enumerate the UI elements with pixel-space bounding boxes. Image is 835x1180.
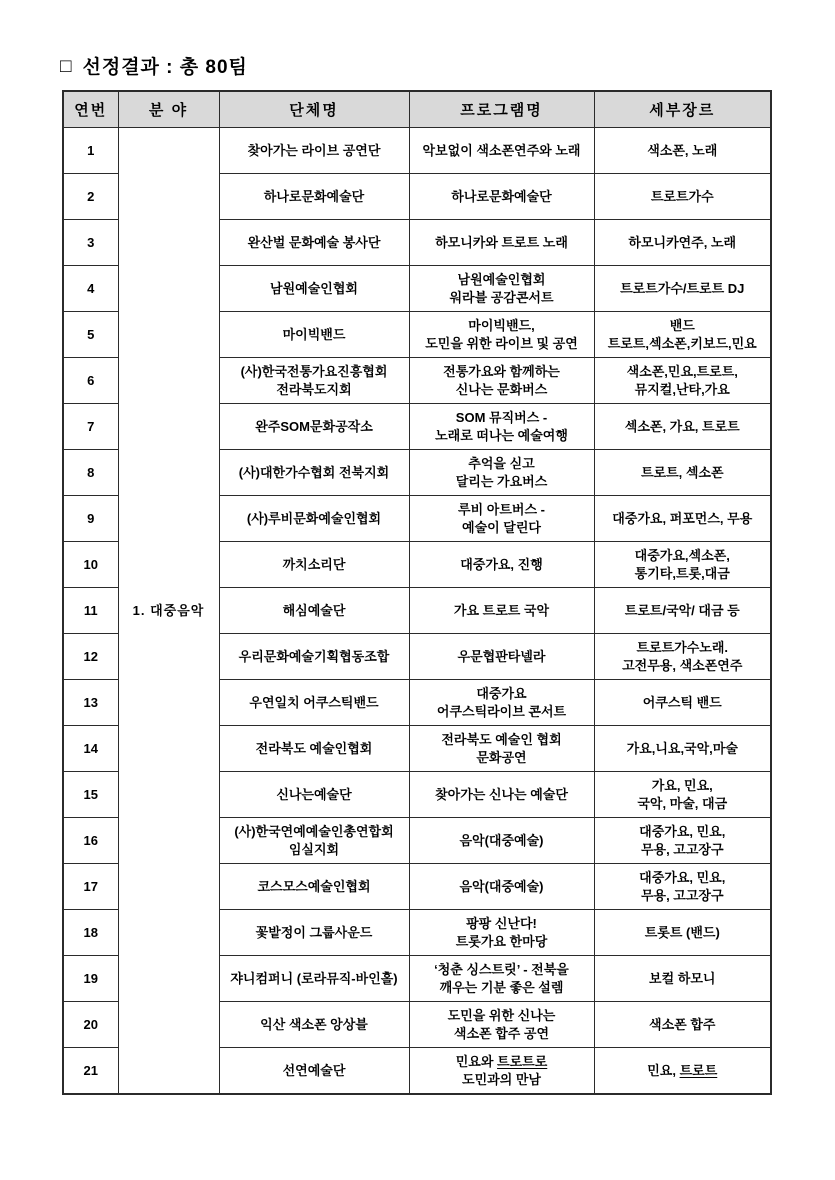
program-name-cell: 악보없이 색소폰연주와 노래 (409, 128, 594, 174)
org-name-cell: 완주SOM문화공작소 (219, 404, 409, 450)
page-title (60, 52, 248, 79)
program-name-cell: 전라북도 예술인 협회 문화공연 (409, 726, 594, 772)
row-number-cell: 14 (63, 726, 118, 772)
genre-cell: 색소폰,민요,트로트, 뮤지컬,난타,가요 (594, 358, 771, 404)
row-number-cell: 7 (63, 404, 118, 450)
row-number-cell: 5 (63, 312, 118, 358)
genre-cell: 민요, 트로트 (594, 1048, 771, 1095)
header-row (63, 91, 771, 128)
org-name-cell: (사)한국전통가요진흥협회 전라북도지회 (219, 358, 409, 404)
row-number-cell: 1 (63, 128, 118, 174)
row-number-cell: 13 (63, 680, 118, 726)
genre-cell: 가요, 민요, 국악, 마술, 대금 (594, 772, 771, 818)
org-name-cell: 해심예술단 (219, 588, 409, 634)
genre-cell: 대중가요,섹소폰, 통기타,트롯,대금 (594, 542, 771, 588)
genre-cell: 트로트가수노래. 고전무용, 색소폰연주 (594, 634, 771, 680)
org-name-cell: 쟈니컴퍼니 (로라뮤직-바인홀) (219, 956, 409, 1002)
org-name-cell: 까치소리단 (219, 542, 409, 588)
program-name-cell: 가요 트로트 국악 (409, 588, 594, 634)
program-name-cell: 대중가요, 진행 (409, 542, 594, 588)
genre-cell: 섹소폰, 가요, 트로트 (594, 404, 771, 450)
genre-cell: 하모니카연주, 노래 (594, 220, 771, 266)
program-name-cell: 추억을 싣고 달리는 가요버스 (409, 450, 594, 496)
row-number-cell: 12 (63, 634, 118, 680)
row-number-cell: 17 (63, 864, 118, 910)
org-name-cell: 전라북도 예술인협회 (219, 726, 409, 772)
genre-cell: 트로트가수/트로트 DJ (594, 266, 771, 312)
org-name-cell: 코스모스예술인협회 (219, 864, 409, 910)
program-name-cell: 루비 아트버스 - 예술이 달린다 (409, 496, 594, 542)
org-name-cell: 완산벌 문화예술 봉사단 (219, 220, 409, 266)
header-org: 단체명 (219, 91, 409, 128)
program-name-cell: 하나로문화예술단 (409, 174, 594, 220)
program-name-cell: 전통가요와 함께하는 신나는 문화버스 (409, 358, 594, 404)
genre-cell: 트로트/국악/ 대금 등 (594, 588, 771, 634)
row-number-cell: 2 (63, 174, 118, 220)
category-cell: 1. 대중음악 (118, 128, 219, 1095)
program-name-cell: 하모니카와 트로트 노래 (409, 220, 594, 266)
program-name-cell: 음악(대중예술) (409, 818, 594, 864)
program-name-cell: 대중가요 어쿠스틱라이브 콘서트 (409, 680, 594, 726)
selection-results-table (62, 90, 772, 1095)
genre-cell: 대중가요, 민요, 무용, 고고장구 (594, 818, 771, 864)
genre-cell: 밴드 트로트,섹소폰,키보드,민요 (594, 312, 771, 358)
org-name-cell: 신나는예술단 (219, 772, 409, 818)
row-number-cell: 9 (63, 496, 118, 542)
org-name-cell: 남원예술인협회 (219, 266, 409, 312)
table-row (63, 128, 771, 174)
org-name-cell: (사)대한가수협회 전북지회 (219, 450, 409, 496)
org-name-cell: 찾아가는 라이브 공연단 (219, 128, 409, 174)
row-number-cell: 3 (63, 220, 118, 266)
program-name-cell: 마이빅밴드, 도민을 위한 라이브 및 공연 (409, 312, 594, 358)
row-number-cell: 21 (63, 1048, 118, 1095)
genre-cell: 색소폰, 노래 (594, 128, 771, 174)
square-bullet-icon: □ (60, 56, 73, 77)
program-name-cell: 우문협판타넬라 (409, 634, 594, 680)
program-name-cell: SOM 뮤직버스 - 노래로 떠나는 예술여행 (409, 404, 594, 450)
genre-cell: 트로트, 섹소폰 (594, 450, 771, 496)
row-number-cell: 11 (63, 588, 118, 634)
row-number-cell: 15 (63, 772, 118, 818)
genre-cell: 색소폰 합주 (594, 1002, 771, 1048)
org-name-cell: 마이빅밴드 (219, 312, 409, 358)
genre-cell: 대중가요, 민요, 무용, 고고장구 (594, 864, 771, 910)
genre-cell: 대중가요, 퍼포먼스, 무용 (594, 496, 771, 542)
org-name-cell: 선연예술단 (219, 1048, 409, 1095)
row-number-cell: 20 (63, 1002, 118, 1048)
header-no: 연번 (63, 91, 118, 128)
org-name-cell: 우리문화예술기획협동조합 (219, 634, 409, 680)
program-name-cell: 음악(대중예술) (409, 864, 594, 910)
genre-cell: 트롯트 (밴드) (594, 910, 771, 956)
row-number-cell: 8 (63, 450, 118, 496)
row-number-cell: 4 (63, 266, 118, 312)
table-header (63, 91, 771, 128)
row-number-cell: 10 (63, 542, 118, 588)
org-name-cell: (사)한국연예예술인총연합회 임실지회 (219, 818, 409, 864)
row-number-cell: 6 (63, 358, 118, 404)
org-name-cell: 우연일치 어쿠스틱밴드 (219, 680, 409, 726)
org-name-cell: 꽃밭정이 그룹사운드 (219, 910, 409, 956)
program-name-cell: 찾아가는 신나는 예술단 (409, 772, 594, 818)
header-genre: 세부장르 (594, 91, 771, 128)
header-field: 분 야 (118, 91, 219, 128)
table-body (63, 128, 771, 1095)
program-name-cell: ‘청춘 싱스트릿’ - 전북을 깨우는 기분 좋은 설렘 (409, 956, 594, 1002)
genre-cell: 가요,니요,국악,마술 (594, 726, 771, 772)
row-number-cell: 19 (63, 956, 118, 1002)
org-name-cell: 익산 색소폰 앙상블 (219, 1002, 409, 1048)
program-name-cell: 도민을 위한 신나는 색소폰 합주 공연 (409, 1002, 594, 1048)
genre-cell: 보컬 하모니 (594, 956, 771, 1002)
program-name-cell: 민요와 트로트로 도민과의 만남 (409, 1048, 594, 1095)
org-name-cell: (사)루비문화예술인협회 (219, 496, 409, 542)
header-program: 프로그램명 (409, 91, 594, 128)
org-name-cell: 하나로문화예술단 (219, 174, 409, 220)
genre-cell: 트로트가수 (594, 174, 771, 220)
page-title-text: 선정결과 : 총 80팀 (82, 57, 248, 78)
row-number-cell: 18 (63, 910, 118, 956)
genre-cell: 어쿠스틱 밴드 (594, 680, 771, 726)
program-name-cell: 남원예술인협회 워라블 공감콘서트 (409, 266, 594, 312)
program-name-cell: 팡팡 신난다! 트롯가요 한마당 (409, 910, 594, 956)
row-number-cell: 16 (63, 818, 118, 864)
